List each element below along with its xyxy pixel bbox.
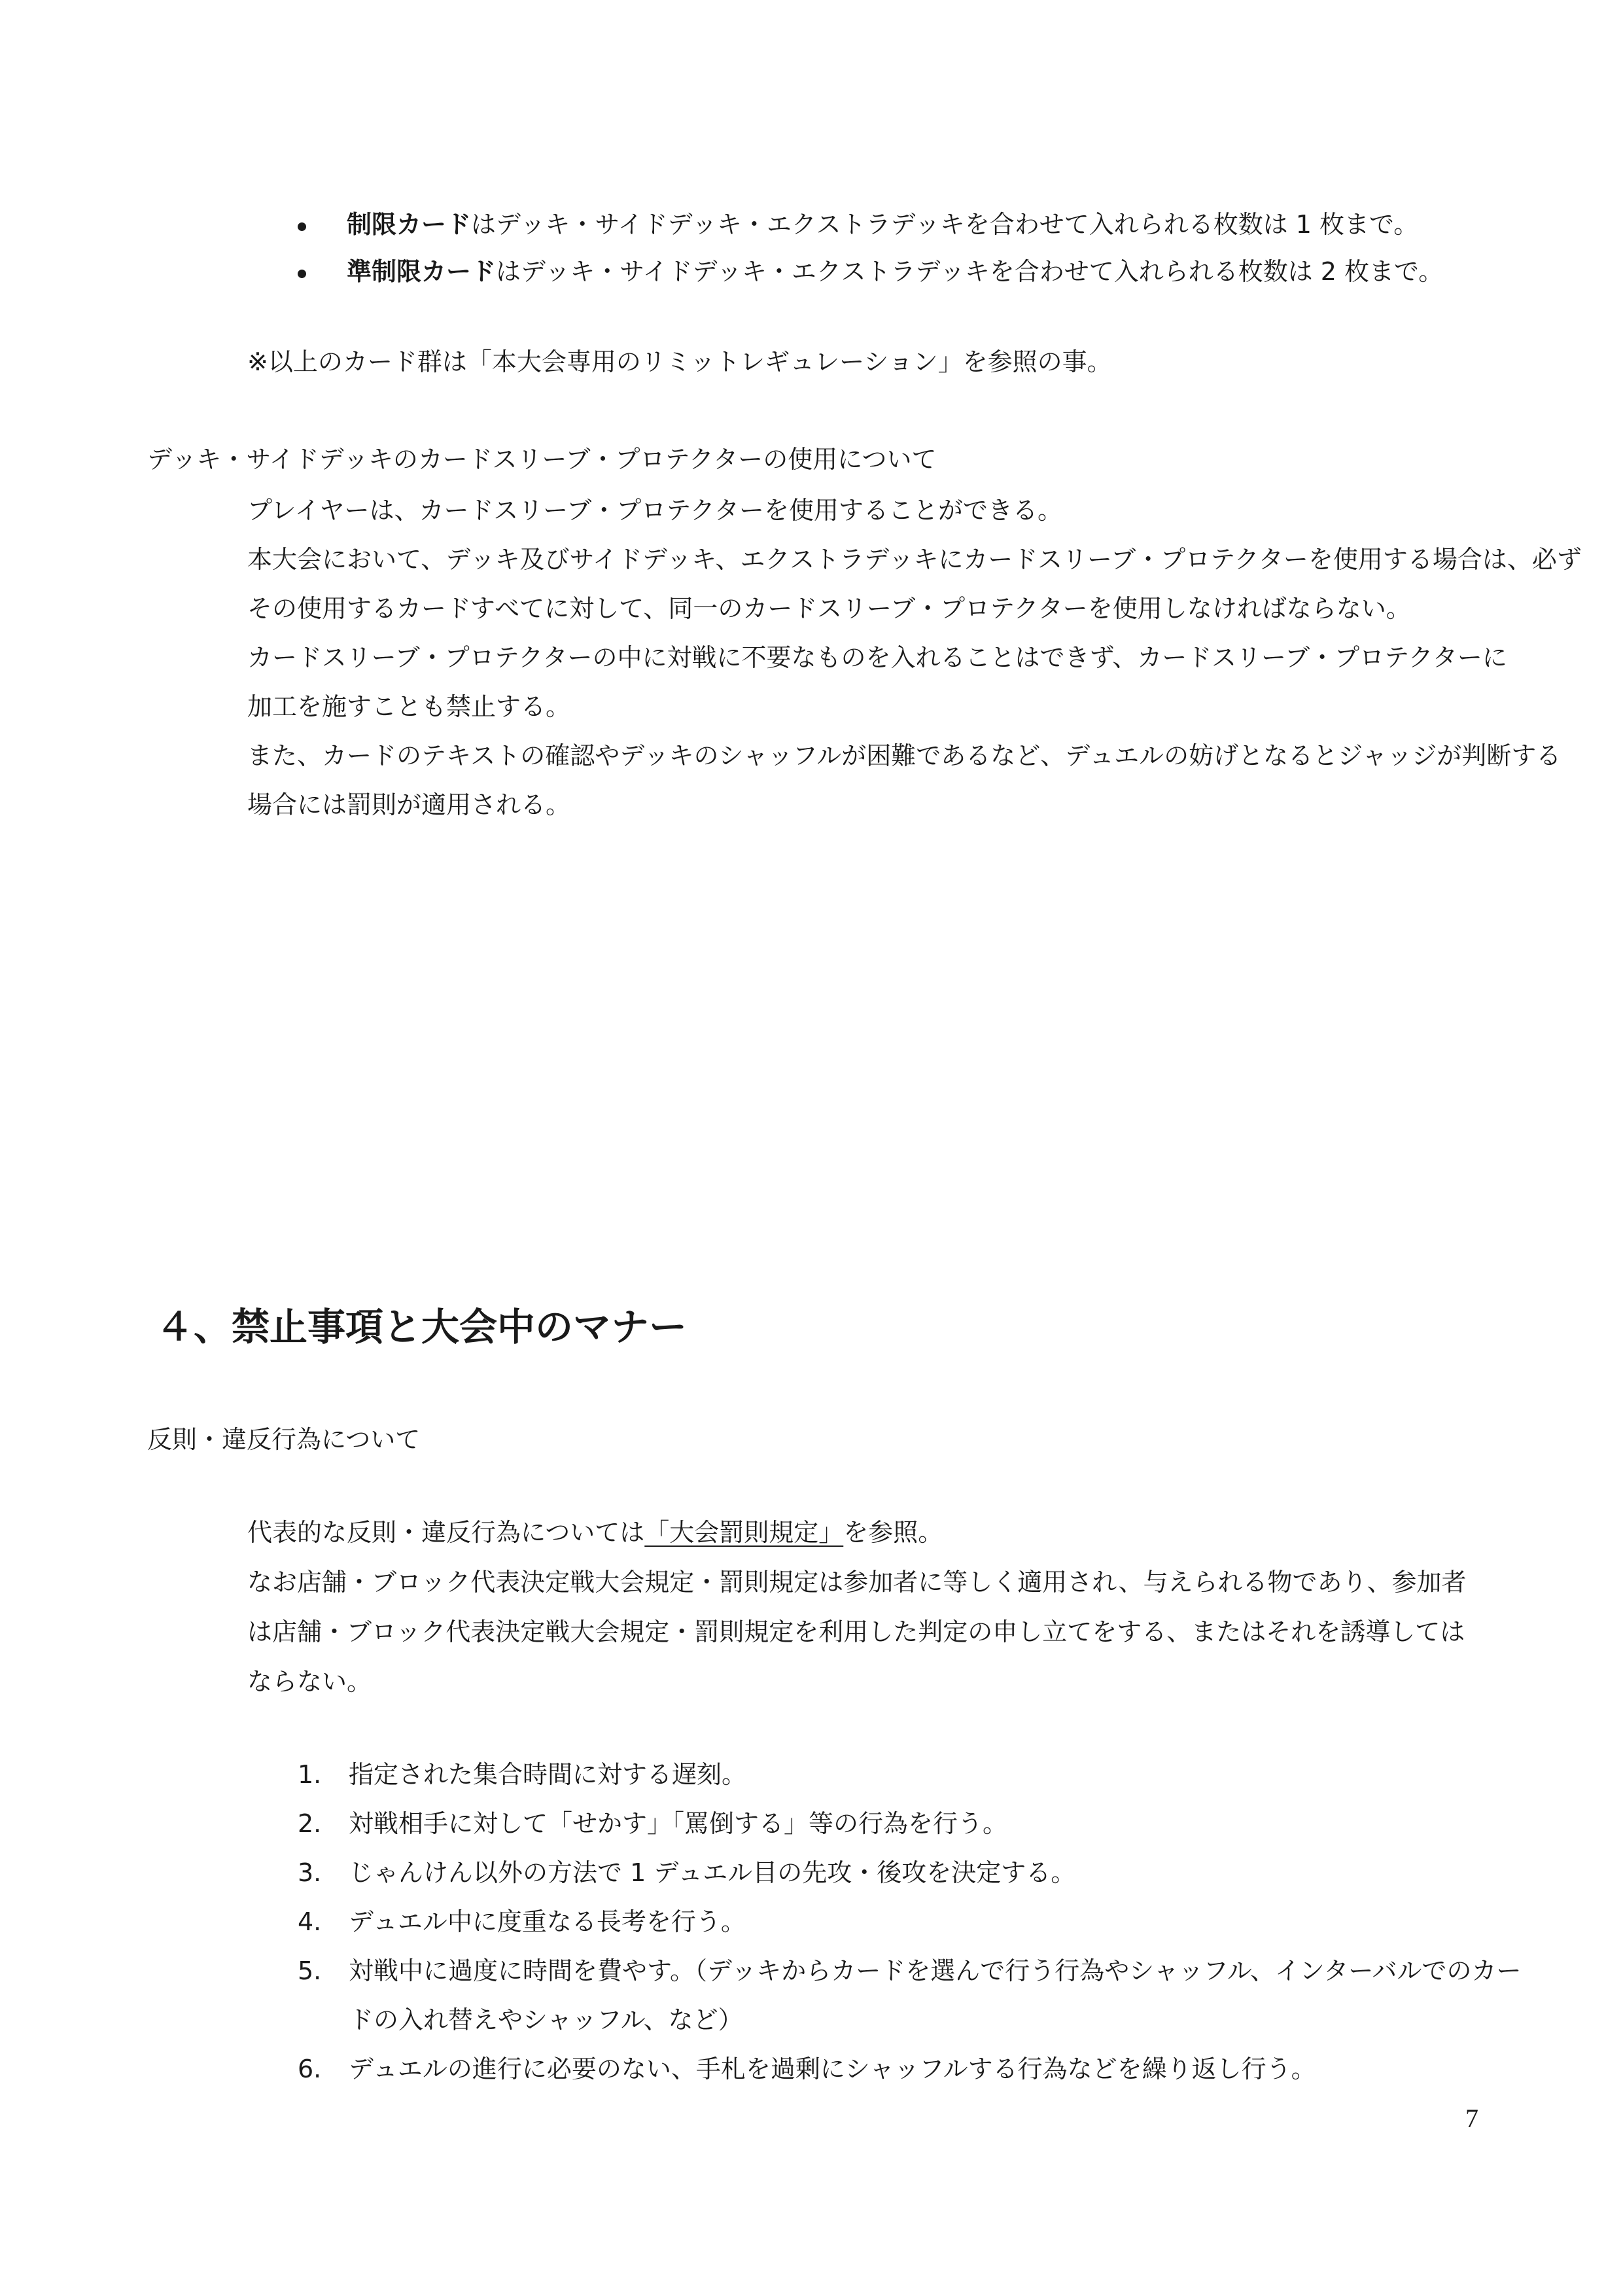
list-text: 対戦相手に対して「せかす」「罵倒する」等の行為を行う。 xyxy=(349,1809,1008,1838)
bullet-dot-icon xyxy=(298,270,306,278)
bullet-term: 準制限カード xyxy=(347,257,497,286)
paragraph-line: 場合には罰則が適用される。 xyxy=(247,790,571,819)
bullet-item xyxy=(347,255,1443,288)
list-number: 5. xyxy=(298,1956,322,1985)
list-number: 2. xyxy=(298,1809,322,1838)
list-number: 1. xyxy=(298,1760,322,1789)
paragraph-line: ならない。 xyxy=(247,1667,372,1696)
list-text: 指定された集合時間に対する遅刻。 xyxy=(349,1760,747,1789)
bullet-item xyxy=(347,208,1418,241)
paragraph-line: カードスリーブ・プロテクターの中に対戦に不要なものを入れることはできず、カードスリーブ・プロテクターに xyxy=(247,643,1507,672)
list-item xyxy=(298,1954,1521,1987)
paragraph-line: その使用するカードすべてに対して、同一のカードスリーブ・プロテクターを使用しなければならない。 xyxy=(247,594,1411,623)
list-number: 4. xyxy=(298,1907,322,1936)
bullet-dot-icon xyxy=(298,222,306,231)
sleeve-section-title: デッキ・サイドデッキのカードスリーブ・プロテクターの使用について xyxy=(147,445,937,474)
list-item xyxy=(298,1758,746,1791)
bullet-term: 制限カード xyxy=(347,210,472,239)
section-subtitle: 反則・違反行為について xyxy=(147,1425,421,1454)
reference-prefix: 代表的な反則・違反行為については xyxy=(247,1518,645,1547)
paragraph-line: また、カードのテキストの確認やデッキのシャッフルが困難であるなど、デュエルの妨げとなるとジャッジが判断する xyxy=(247,741,1562,770)
paragraph-line: 加工を施すことも禁止する。 xyxy=(247,692,571,721)
note-text: ※以上のカード群は「本大会専用のリミットレギュレーション」を参照の事。 xyxy=(247,347,1112,376)
list-text: デュエル中に度重なる長考を行う。 xyxy=(349,1907,746,1936)
list-text: 対戦中に過度に時間を費やす。（デッキからカードを選んで行う行為やシャッフル、インターバルでのカー xyxy=(349,1956,1522,1985)
list-item-continuation: ドの入れ替えやシャッフル、など） xyxy=(349,2005,743,2034)
paragraph-line: は店舗・ブロック代表決定戦大会規定・罰則規定を利用した判定の申し立てをする、またはそれを誘導しては xyxy=(247,1617,1465,1646)
list-item xyxy=(298,1807,1007,1840)
paragraph-line: なお店舗・ブロック代表決定戦大会規定・罰則規定は参加者に等しく適用され、与えられる物であり、参加者 xyxy=(247,1568,1467,1597)
section-heading: ４、禁止事項と大会中のマナー xyxy=(156,1305,688,1349)
list-number: 6. xyxy=(298,2055,322,2083)
bullet-text: はデッキ・サイドデッキ・エクストラデッキを合わせて入れられる枚数は 1 枚まで。 xyxy=(471,210,1419,239)
penalty-rules-link[interactable]: 「大会罰則規定」 xyxy=(644,1518,844,1547)
paragraph-line: 本大会において、デッキ及びサイドデッキ、エクストラデッキにカードスリーブ・プロテクターを使用する場合は、必ず xyxy=(247,545,1582,574)
list-text: じゃんけん以外の方法で 1 デュエル目の先攻・後攻を決定する。 xyxy=(349,1858,1076,1887)
bullet-text: はデッキ・サイドデッキ・エクストラデッキを合わせて入れられる枚数は 2 枚まで。 xyxy=(496,257,1444,286)
list-item xyxy=(298,2053,1316,2085)
list-text: デュエルの進行に必要のない、手札を過剰にシャッフルする行為などを繰り返し行う。 xyxy=(349,2055,1316,2083)
list-number: 3. xyxy=(298,1858,322,1887)
reference-line xyxy=(247,1516,943,1549)
paragraph-line: プレイヤーは、カードスリーブ・プロテクターを使用することができる。 xyxy=(247,496,1063,525)
reference-suffix: を参照。 xyxy=(843,1518,943,1547)
list-item xyxy=(298,1905,746,1938)
page-number: 7 xyxy=(1465,2104,1478,2133)
list-item xyxy=(298,1856,1075,1889)
